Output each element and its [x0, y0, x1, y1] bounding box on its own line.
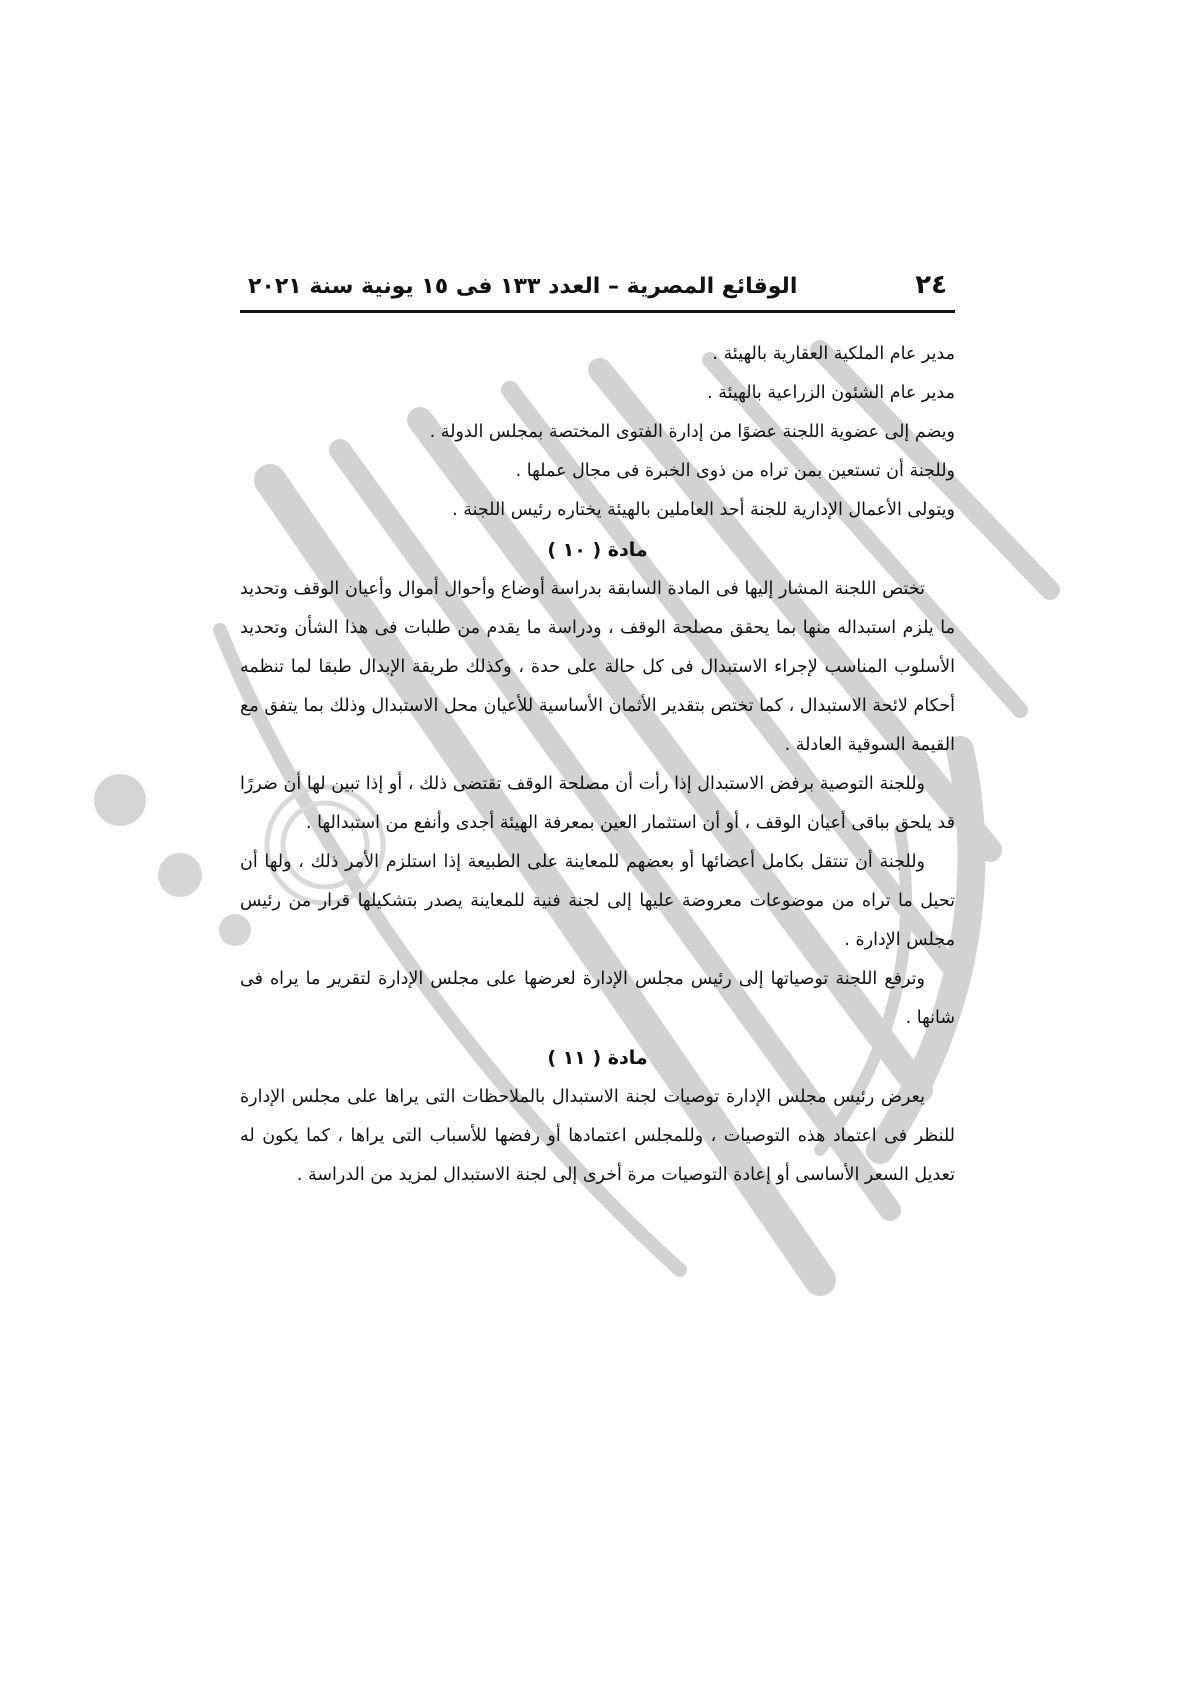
article-10-paragraph: وللجنة التوصية برفض الاستبدال إذا رأت أن مصلحة الوقف تقتضى ذلك ، أو إذا تبين لها أن ضررًا قد يلحق بباقى أعيان الوقف ، أو أن استثمار العين بمعرفة الهيئة أجدى وأنفع من استبدالها . [240, 774, 955, 833]
article-11-heading: مادة ( ١١ ) [547, 1047, 648, 1069]
page-number: ٢٤ [915, 270, 947, 300]
gazette-title: الوقائع المصرية – العدد ١٣٣ فى ١٥ يونية سنة ٢٠٢١ [248, 274, 798, 299]
article-11-paragraph: يعرض رئيس مجلس الإدارة توصيات لجنة الاستبدال بالملاحظات التى يراها على مجلس الإدارة للنظر فى اعتماد هذه التوصيات ، وللمجلس اعتمادها أو رفضها للأسباب التى يراها ، كما يكون له تعديل السعر الأساسى أو إعادة التوصيات مرة أخرى إلى لجنة الاستبدال لمزيد من الدراسة . [240, 1087, 955, 1185]
body-line: وللجنة أن تستعين بمن تراه من ذوى الخبرة فى مجال عملها . [515, 461, 955, 481]
document-body [240, 335, 955, 1195]
body-line: ويضم إلى عضوية اللجنة عضوًا من إدارة الفتوى المختصة بمجلس الدولة . [429, 422, 955, 442]
article-10-paragraph: تختص اللجنة المشار إليها فى المادة السابقة بدراسة أوضاع وأحوال أموال وأعيان الوقف وتحديد ما يلزم استبداله منها بما يحقق مصلحة الوقف ، ودراسة ما يقدم من طلبات فى هذا الشأن وتحديد الأسلوب المناسب لإجراء الاستبدال فى كل حالة على حدة ، وكذلك طريقة الإبدال طبقا لما تنظمه أحكام لائحة الاستبدال ، كما تختص بتقدير الأثمان الأساسية للأعيان محل الاستبدال وذلك بما يتفق مع القيمة السوقية العادلة . [240, 579, 955, 755]
body-line: ويتولى الأعمال الإدارية للجنة أحد العاملين بالهيئة يختاره رئيس اللجنة . [452, 500, 955, 520]
body-line: مدير عام الملكية العقارية بالهيئة . [712, 344, 955, 364]
article-10-paragraph: وترفع اللجنة توصياتها إلى رئيس مجلس الإدارة لعرضها على مجلس الإدارة لتقرير ما يراه فى شانها . [240, 969, 955, 1028]
page-header [240, 270, 955, 313]
gazette-page [240, 270, 955, 1195]
article-10-paragraph: وللجنة أن تنتقل بكامل أعضائها أو بعضهم للمعاينة على الطبيعة إذا استلزم الأمر ذلك ، ولها أن تحيل ما تراه من موضوعات معروضة عليها إلى لجنة فنية للمعاينة يصدر بتشكيلها قرار من رئيس مجلس الإدارة . [240, 852, 955, 950]
body-line: مدير عام الشئون الزراعية بالهيئة . [707, 383, 955, 403]
article-10-heading: مادة ( ١٠ ) [547, 539, 648, 561]
